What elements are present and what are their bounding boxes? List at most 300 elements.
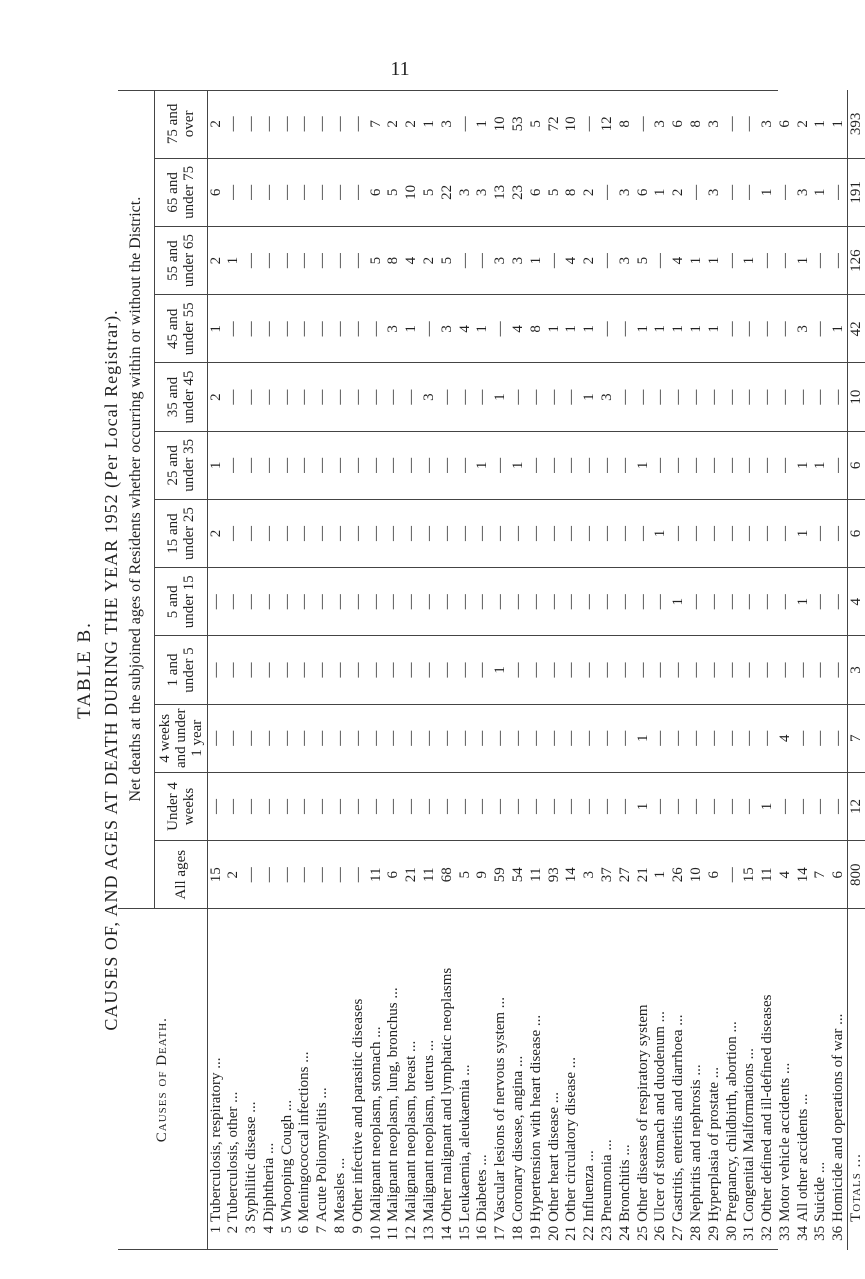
total-cell: 800 (848, 841, 865, 909)
value-cell: — (688, 568, 706, 636)
value-cell: — (599, 636, 617, 704)
value-cell: — (830, 568, 848, 636)
value-cell: — (527, 568, 545, 636)
table-row (421, 90, 439, 1250)
value-cell: — (634, 636, 652, 704)
table-row (349, 90, 367, 1250)
value-cell: — (812, 772, 830, 840)
value-cell: — (545, 363, 563, 431)
value-cell: — (759, 704, 777, 772)
value-cell: — (260, 226, 278, 294)
cause-label: Hypertension with heart disease ... (527, 1014, 544, 1222)
value-cell: — (367, 772, 385, 840)
value-cell: — (349, 295, 367, 363)
value-cell: 15 (741, 841, 759, 909)
value-cell: — (705, 636, 723, 704)
value-cell: 15 (207, 841, 225, 909)
value-cell: 23 (510, 158, 528, 226)
table-row (332, 90, 350, 1250)
total-cell: 126 (848, 226, 865, 294)
value-cell: — (260, 636, 278, 704)
value-cell: — (474, 704, 492, 772)
value-cell: — (225, 636, 243, 704)
value-cell: — (705, 499, 723, 567)
value-cell: — (527, 636, 545, 704)
value-cell: — (545, 226, 563, 294)
value-cell: — (723, 772, 741, 840)
value-cell: 6 (634, 158, 652, 226)
value-cell: 10 (492, 90, 510, 158)
value-cell: 1 (741, 226, 759, 294)
value-cell: — (670, 363, 688, 431)
table-row (438, 90, 456, 1250)
value-cell: 8 (563, 158, 581, 226)
value-cell: — (688, 431, 706, 499)
value-cell: — (581, 499, 599, 567)
cause-label: Meningococcal infections ... (296, 1051, 313, 1222)
value-cell: 4 (670, 226, 688, 294)
cause-label: Pneumonia ... (598, 1139, 615, 1222)
value-cell: 7 (367, 90, 385, 158)
row-number: 11 (385, 1225, 402, 1241)
value-cell: — (723, 568, 741, 636)
value-cell: — (830, 226, 848, 294)
cause-label: Leukaemia, aleukaemia ... (456, 1064, 473, 1222)
value-cell: — (599, 704, 617, 772)
total-cell: 7 (848, 704, 865, 772)
row-number: 25 (634, 1225, 651, 1241)
value-cell: — (723, 90, 741, 158)
value-cell: — (670, 704, 688, 772)
value-cell: — (456, 363, 474, 431)
cause-label: Other malignant and lymphatic neoplasms (438, 967, 455, 1222)
value-cell: — (296, 568, 314, 636)
value-cell: — (260, 772, 278, 840)
value-cell: — (812, 295, 830, 363)
cause-label: Other heart disease ... (545, 1091, 562, 1222)
value-cell: — (332, 158, 350, 226)
value-cell: 14 (794, 841, 812, 909)
cause-label: Other infective and parasitic diseases (349, 998, 366, 1222)
value-cell: — (474, 568, 492, 636)
value-cell: — (759, 226, 777, 294)
row-number: 20 (545, 1225, 562, 1241)
value-cell: 1 (474, 431, 492, 499)
value-cell: 4 (777, 704, 795, 772)
value-cell: — (510, 636, 528, 704)
row-number: 22 (581, 1225, 598, 1241)
value-cell: 1 (670, 295, 688, 363)
value-cell: 1 (207, 295, 225, 363)
value-cell: — (332, 568, 350, 636)
value-cell: — (438, 704, 456, 772)
causes-header: Causes of Death. (118, 909, 207, 1250)
value-cell: — (385, 431, 403, 499)
value-cell: — (670, 431, 688, 499)
value-cell: — (777, 499, 795, 567)
value-cell: 1 (688, 295, 706, 363)
row-number: 24 (616, 1225, 633, 1241)
value-cell: — (421, 636, 439, 704)
table-row (812, 90, 830, 1250)
value-cell: — (777, 158, 795, 226)
value-cell: 1 (421, 90, 439, 158)
value-cell: 2 (794, 90, 812, 158)
value-cell: — (332, 704, 350, 772)
value-cell: — (741, 295, 759, 363)
age-header: 1 and under 5 (154, 636, 207, 704)
value-cell: — (243, 568, 261, 636)
value-cell: 1 (688, 226, 706, 294)
value-cell: — (723, 226, 741, 294)
value-cell: — (367, 499, 385, 567)
value-cell: 10 (403, 158, 421, 226)
cause-label: Diphtheria ... (260, 1142, 277, 1222)
value-cell: — (385, 568, 403, 636)
value-cell: — (456, 568, 474, 636)
value-cell: 1 (812, 431, 830, 499)
value-cell: — (741, 704, 759, 772)
table-heading-block (18, 90, 121, 1250)
value-cell: — (510, 772, 528, 840)
totals-row (848, 90, 865, 1250)
age-header: 35 and under 45 (154, 363, 207, 431)
row-number: 15 (456, 1225, 473, 1241)
value-cell: — (421, 295, 439, 363)
value-cell: 1 (474, 295, 492, 363)
row-number: 28 (687, 1225, 704, 1241)
value-cell: — (652, 431, 670, 499)
value-cell: — (367, 568, 385, 636)
value-cell: 1 (225, 226, 243, 294)
value-cell: — (278, 499, 296, 567)
value-cell: 5 (634, 226, 652, 294)
cause-label: Malignant neoplasm, uterus ... (420, 1039, 437, 1222)
value-cell: — (563, 499, 581, 567)
value-cell: — (759, 636, 777, 704)
value-cell: — (545, 636, 563, 704)
value-cell: — (349, 636, 367, 704)
value-cell: — (367, 363, 385, 431)
value-cell: 4 (563, 226, 581, 294)
value-cell: — (421, 704, 439, 772)
value-cell: — (652, 636, 670, 704)
value-cell: 11 (421, 841, 439, 909)
value-cell: 6 (527, 158, 545, 226)
value-cell: — (474, 363, 492, 431)
value-cell: — (421, 568, 439, 636)
value-cell: 6 (367, 158, 385, 226)
row-number: 31 (741, 1225, 758, 1241)
value-cell: — (652, 363, 670, 431)
table-row (723, 90, 741, 1250)
value-cell: — (260, 431, 278, 499)
value-cell: — (794, 704, 812, 772)
value-cell: — (349, 226, 367, 294)
value-cell: 3 (474, 158, 492, 226)
value-cell: — (581, 772, 599, 840)
value-cell: 6 (777, 90, 795, 158)
table-row (492, 90, 510, 1250)
value-cell: — (332, 363, 350, 431)
value-cell: 1 (527, 226, 545, 294)
value-cell: 4 (403, 226, 421, 294)
value-cell: — (438, 568, 456, 636)
cause-label: Congenital Malformations ... (741, 1048, 758, 1222)
value-cell: — (278, 295, 296, 363)
value-cell: 2 (225, 841, 243, 909)
value-cell: 8 (616, 90, 634, 158)
value-cell: 3 (652, 90, 670, 158)
value-cell: — (492, 704, 510, 772)
value-cell: 1 (492, 363, 510, 431)
table-row (278, 90, 296, 1250)
cause-label: All other accidents ... (794, 1093, 811, 1222)
value-cell: — (243, 90, 261, 158)
value-cell: — (349, 704, 367, 772)
table-row (403, 90, 421, 1250)
totals-spacer (848, 1222, 865, 1250)
table-row (207, 90, 225, 1250)
row-number: 23 (598, 1225, 615, 1241)
value-cell: 7 (812, 841, 830, 909)
value-cell: 11 (367, 841, 385, 909)
value-cell: — (314, 499, 332, 567)
value-cell: — (456, 431, 474, 499)
value-cell: 1 (207, 431, 225, 499)
value-cell: 21 (634, 841, 652, 909)
row-number: 17 (492, 1225, 509, 1241)
value-cell: — (260, 841, 278, 909)
value-cell: 2 (581, 226, 599, 294)
value-cell: — (545, 772, 563, 840)
value-cell: — (456, 499, 474, 567)
value-cell: 1 (581, 295, 599, 363)
value-cell: — (260, 158, 278, 226)
value-cell: 5 (385, 158, 403, 226)
value-cell: 9 (474, 841, 492, 909)
cause-label: Vascular lesions of nervous system ... (492, 996, 509, 1222)
value-cell: — (438, 636, 456, 704)
value-cell: — (438, 363, 456, 431)
value-cell: 1 (474, 90, 492, 158)
row-number: 4 (260, 1225, 277, 1234)
value-cell: — (243, 226, 261, 294)
value-cell: — (812, 499, 830, 567)
value-cell: — (403, 568, 421, 636)
value-cell: — (332, 431, 350, 499)
table-title: CAUSES OF, AND AGES AT DEATH DURING THE YEAR 1952 (Per Local Registrar). (101, 309, 121, 1031)
value-cell: 3 (616, 158, 634, 226)
value-cell: — (367, 295, 385, 363)
value-cell: 12 (599, 90, 617, 158)
cause-label: Other circulatory disease ... (563, 1056, 580, 1222)
row-number: 26 (652, 1225, 669, 1241)
value-cell: — (314, 226, 332, 294)
value-cell: — (438, 772, 456, 840)
value-cell: — (723, 636, 741, 704)
value-cell: 1 (794, 226, 812, 294)
value-cell: — (243, 363, 261, 431)
value-cell: 6 (670, 90, 688, 158)
value-cell: — (314, 90, 332, 158)
cause-label: Motor vehicle accidents ... (776, 1062, 793, 1222)
value-cell: 2 (207, 499, 225, 567)
value-cell: — (314, 158, 332, 226)
value-cell: 22 (438, 158, 456, 226)
value-cell: 4 (456, 295, 474, 363)
table-row (670, 90, 688, 1250)
value-cell: — (332, 772, 350, 840)
value-cell: — (260, 568, 278, 636)
value-cell: — (260, 499, 278, 567)
value-cell: 1 (759, 772, 777, 840)
value-cell: — (527, 363, 545, 431)
value-cell: 13 (492, 158, 510, 226)
value-cell: — (812, 226, 830, 294)
age-header: 15 and under 25 (154, 499, 207, 567)
row-number: 12 (403, 1225, 420, 1241)
value-cell: — (349, 499, 367, 567)
value-cell: 3 (581, 841, 599, 909)
value-cell: — (616, 499, 634, 567)
value-cell: — (296, 636, 314, 704)
total-cell: 6 (848, 431, 865, 499)
value-cell: 1 (510, 431, 528, 499)
value-cell: 1 (759, 158, 777, 226)
row-number: 35 (812, 1225, 829, 1241)
value-cell: — (741, 568, 759, 636)
value-cell: 3 (492, 226, 510, 294)
value-cell: — (278, 568, 296, 636)
value-cell: 1 (705, 295, 723, 363)
value-cell: 11 (527, 841, 545, 909)
value-cell: — (652, 568, 670, 636)
value-cell: 10 (688, 841, 706, 909)
value-cell: — (581, 90, 599, 158)
value-cell: — (741, 90, 759, 158)
value-cell: — (403, 704, 421, 772)
table-row (830, 90, 848, 1250)
cause-label: Tuberculosis, other ... (225, 1091, 242, 1222)
row-number: 16 (474, 1225, 491, 1241)
value-cell: — (688, 363, 706, 431)
value-cell: — (794, 363, 812, 431)
value-cell: — (385, 636, 403, 704)
table-row (705, 90, 723, 1250)
row-number: 32 (759, 1225, 776, 1241)
value-cell: — (260, 295, 278, 363)
value-cell: 59 (492, 841, 510, 909)
value-cell: — (741, 431, 759, 499)
value-cell: — (367, 431, 385, 499)
value-cell: — (296, 772, 314, 840)
value-cell: — (207, 636, 225, 704)
row-number: 1 (207, 1225, 224, 1234)
value-cell: — (385, 499, 403, 567)
value-cell: 3 (510, 226, 528, 294)
value-cell: 2 (207, 363, 225, 431)
table-label: TABLE B. (74, 621, 95, 719)
row-number: 19 (527, 1225, 544, 1241)
value-cell: 1 (830, 90, 848, 158)
value-cell: 14 (563, 841, 581, 909)
value-cell: 1 (492, 636, 510, 704)
value-cell: 72 (545, 90, 563, 158)
value-cell: — (670, 772, 688, 840)
total-cell: 42 (848, 295, 865, 363)
value-cell: — (474, 636, 492, 704)
value-cell: — (225, 158, 243, 226)
table-row (759, 90, 777, 1250)
value-cell: — (581, 568, 599, 636)
value-cell: — (777, 226, 795, 294)
value-cell: — (670, 499, 688, 567)
value-cell: 5 (438, 226, 456, 294)
value-cell: — (314, 841, 332, 909)
value-cell: — (634, 90, 652, 158)
table-row (527, 90, 545, 1250)
value-cell: — (314, 431, 332, 499)
value-cell: — (723, 704, 741, 772)
value-cell: — (794, 636, 812, 704)
row-number: 13 (420, 1225, 437, 1241)
value-cell: — (243, 295, 261, 363)
value-cell: — (260, 363, 278, 431)
row-number: 34 (794, 1225, 811, 1241)
deaths-table-wrapper (118, 90, 865, 1250)
value-cell: — (278, 226, 296, 294)
value-cell: 1 (652, 841, 670, 909)
cause-label: Influenza ... (581, 1150, 598, 1222)
value-cell: — (759, 295, 777, 363)
age-header: Under 4 weeks (154, 772, 207, 840)
value-cell: 1 (794, 499, 812, 567)
value-cell: — (367, 704, 385, 772)
row-number: 18 (509, 1225, 526, 1241)
value-cell: — (759, 568, 777, 636)
value-cell: — (492, 772, 510, 840)
value-cell: — (634, 363, 652, 431)
value-cell: — (723, 499, 741, 567)
value-cell: 3 (438, 90, 456, 158)
value-cell: — (438, 499, 456, 567)
value-cell: — (741, 363, 759, 431)
value-cell: — (332, 226, 350, 294)
total-cell: 191 (848, 158, 865, 226)
value-cell: — (759, 431, 777, 499)
row-number: 33 (776, 1225, 793, 1241)
value-cell: 6 (385, 841, 403, 909)
value-cell: 5 (367, 226, 385, 294)
value-cell: — (278, 636, 296, 704)
total-cell: 6 (848, 499, 865, 567)
value-cell: — (599, 226, 617, 294)
value-cell: — (349, 158, 367, 226)
value-cell: — (563, 772, 581, 840)
age-header: 65 and under 75 (154, 158, 207, 226)
value-cell: — (349, 90, 367, 158)
value-cell: — (456, 226, 474, 294)
value-cell: — (812, 636, 830, 704)
row-number: 21 (563, 1225, 580, 1241)
cause-label: Gastritis, enteritis and diarrhoea ... (670, 1014, 687, 1222)
value-cell: 68 (438, 841, 456, 909)
totals-label: Totals ... (848, 909, 865, 1222)
value-cell: — (830, 636, 848, 704)
value-cell: 8 (527, 295, 545, 363)
value-cell: 3 (616, 226, 634, 294)
